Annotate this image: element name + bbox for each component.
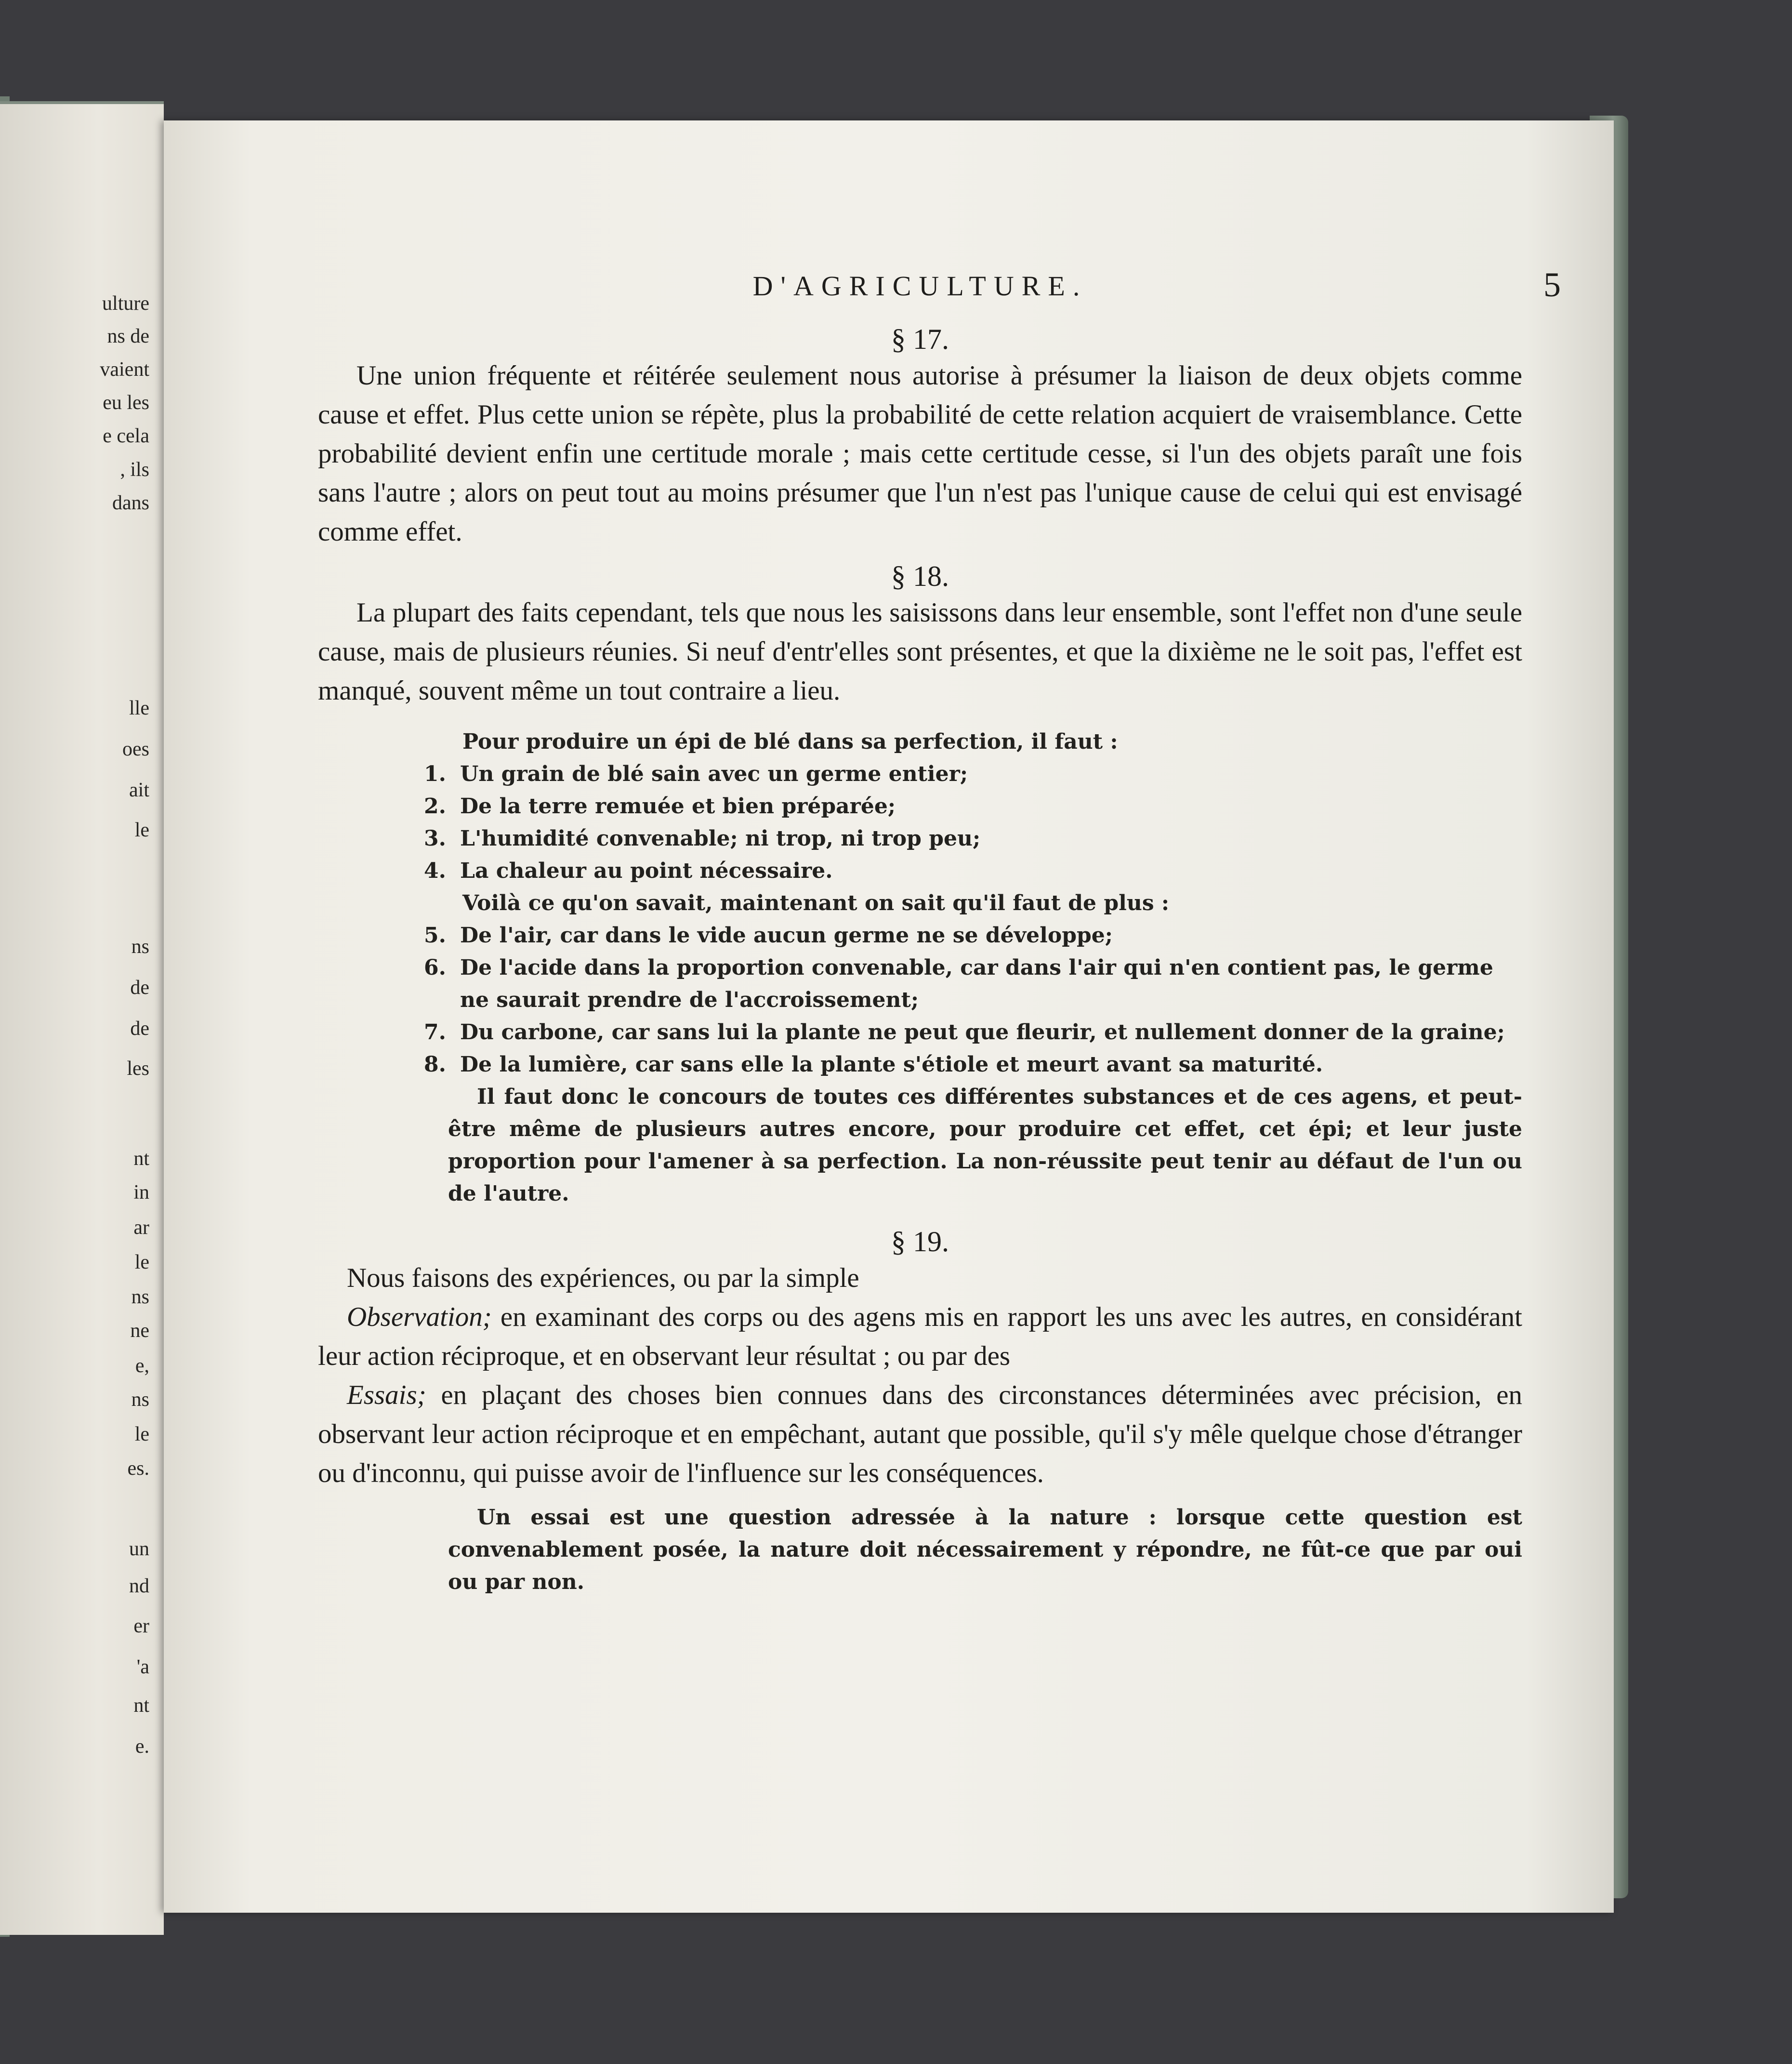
- wheat-requirements-intro: Pour produire un épi de blé dans sa perfection, il faut :: [462, 729, 1118, 754]
- left-fragment: le: [134, 1423, 149, 1445]
- left-fragment: de: [130, 977, 149, 999]
- left-fragment: le: [134, 819, 149, 841]
- left-fragment: ns de: [107, 325, 149, 347]
- left-fragment: nt: [133, 1148, 149, 1170]
- running-head: [318, 265, 1561, 323]
- list-item: 5. De l'air, car dans le vide aucun germe ne se développe;: [424, 923, 1113, 948]
- left-fragment: ns: [131, 1389, 149, 1411]
- list-item: 3. L'humidité convenable; ni trop, ni trop peu;: [424, 826, 981, 851]
- left-fragment: , ils: [120, 459, 149, 481]
- essais-paragraph: [318, 1376, 1522, 1493]
- list-item: 1. Un grain de blé sain avec un germe entier;: [424, 762, 968, 786]
- left-fragment: ait: [129, 779, 149, 801]
- requirements-list-known: [424, 758, 1522, 887]
- section-17-paragraph: Une union fréquente et réitérée seulement nous autorise à présumer la liaison de deux objets comme cause et effet. Plus cette union se répète, plus la probabilité de cette relation acquiert de vraisemblance. Cette probabilité devient enfin une certitude morale ; mais cette certitude cesse, si l'un des objets paraît une fois sans l'autre ; alors on peut tout au moins présumer que l'un n'est pas l'unique cause de celui qui est envisagé comme effet.: [318, 360, 1522, 547]
- list-item: 6. De l'acide dans la proportion convenable, car dans l'air qui n'en contient pas, le germe ne saurait prendre de l'accroissement;: [424, 955, 1493, 1012]
- left-fragment: de: [130, 1018, 149, 1040]
- left-fragment: ns: [131, 936, 149, 958]
- left-fragment: lle: [129, 697, 149, 719]
- left-page: [0, 101, 164, 1935]
- left-fragment: e cela: [103, 425, 149, 447]
- left-fragment: vaient: [100, 358, 149, 381]
- section-18-paragraph: La plupart des faits cependant, tels que nous les saisissons dans leur ensemble, sont l'effet non d'une seule cause, mais de plusieurs réunies. Si neuf d'entr'elles sont présentes, et que la dixième ne le soit pas, l'effet est manqué, souvent même un tout contraire a lieu.: [318, 597, 1522, 706]
- list-item: 4. La chaleur au point nécessaire.: [424, 859, 833, 883]
- left-fragment: dans: [112, 492, 149, 514]
- left-fragment: ulture: [102, 292, 149, 315]
- left-fragment: les: [127, 1058, 149, 1080]
- requirements-mid-text: Voilà ce qu'on savait, maintenant on sait qu'il faut de plus :: [462, 891, 1170, 915]
- left-fragment: e,: [135, 1355, 149, 1377]
- running-head-title: D'AGRICULTURE.: [752, 270, 1088, 302]
- left-fragment: er: [133, 1615, 149, 1637]
- section-19-intro: Nous faisons des expériences, ou par la simple: [347, 1263, 859, 1293]
- observation-paragraph: [318, 1297, 1522, 1376]
- left-fragment: in: [133, 1181, 149, 1204]
- essais-term: Essais;: [347, 1380, 426, 1410]
- left-fragment: ne: [130, 1320, 149, 1342]
- left-fragment: oes: [122, 738, 149, 760]
- left-fragment: un: [129, 1538, 149, 1560]
- left-fragment: nd: [129, 1575, 149, 1597]
- right-page: [164, 120, 1614, 1913]
- page-number: 5: [1543, 265, 1561, 304]
- list-item: 2. De la terre remuée et bien préparée;: [424, 794, 896, 819]
- left-page-text-fragments: [0, 104, 164, 1935]
- left-fragment: eu les: [103, 392, 149, 414]
- left-fragment: ns: [131, 1286, 149, 1308]
- section-19-heading: § 19.: [891, 1226, 949, 1257]
- left-fragment: e.: [135, 1735, 149, 1758]
- observation-term: Observation;: [347, 1302, 492, 1332]
- left-fragment: nt: [133, 1694, 149, 1717]
- list-item: 7. Du carbone, car sans lui la plante ne peut que fleurir, et nullement donner de la graine;: [424, 1020, 1505, 1045]
- essai-note: Un essai est une question adressée à la nature : lorsque cette question est convenablement posée, la nature doit nécessairement y répondre, ne fût-ce que par oui ou par non.: [448, 1505, 1522, 1594]
- section-18-heading: § 18.: [891, 560, 949, 592]
- requirements-conclusion: Il faut donc le concours de toutes ces différentes substances et de ces agens, et peut-être même de plusieurs autres encore, pour produire cet effet, cet épi; et leur juste proportion pour l'amener à sa perfection. La non-réussite peut tenir au défaut de l'un ou de l'autre.: [448, 1085, 1522, 1206]
- observation-text: en examinant des corps ou des agens mis en rapport les uns avec les autres, en considérant leur action réciproque, et en observant leur résultat ; ou par des: [318, 1302, 1523, 1371]
- section-17-heading: § 17.: [891, 323, 949, 355]
- left-fragment: le: [134, 1251, 149, 1273]
- left-fragment: 'a: [136, 1656, 149, 1678]
- left-fragment: es.: [127, 1457, 149, 1480]
- page-content: [318, 265, 1561, 1598]
- list-item: 8. De la lumière, car sans elle la plante s'étiole et meurt avant sa maturité.: [424, 1052, 1323, 1077]
- left-fragment: ar: [133, 1217, 149, 1239]
- essais-text: en plaçant des choses bien connues dans des circonstances déterminées avec précision, en observant leur action réciproque et en empêchant, autant que possible, qu'il s'y mêle quelque chose d'étranger ou d'inconnu, qui puisse avoir de l'influence sur les conséquences.: [318, 1380, 1523, 1488]
- requirements-list-new: [424, 919, 1522, 1081]
